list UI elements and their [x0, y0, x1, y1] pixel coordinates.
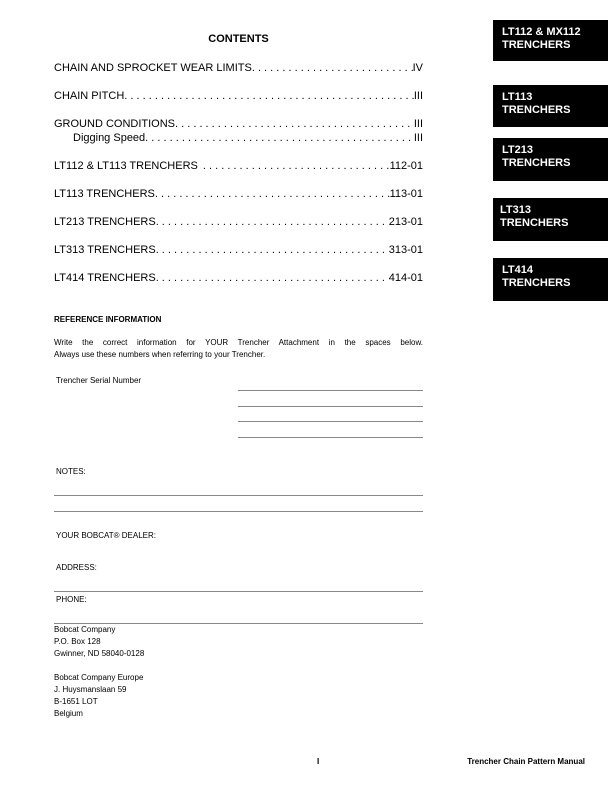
toc-label: LT414 TRENCHERS	[54, 272, 156, 284]
toc-label: LT313 TRENCHERS	[54, 244, 156, 256]
toc-entry[interactable]	[54, 160, 423, 173]
contents-title: CONTENTS	[208, 33, 269, 45]
notes-line[interactable]	[54, 511, 423, 512]
dot-leader	[124, 90, 414, 103]
toc-page: 213-01	[388, 216, 423, 228]
address-line-text: Bobcat Company	[54, 625, 116, 634]
toc-label: GROUND CONDITIONS	[54, 118, 175, 130]
toc-entry[interactable]	[54, 62, 423, 75]
us-address	[54, 624, 144, 660]
address-line-text: Belgium	[54, 709, 83, 718]
tab-line: LT313	[500, 204, 531, 216]
section-tab-lt414[interactable]	[493, 258, 608, 301]
reference-instruction: Always use these numbers when referring to your Trencher.	[54, 350, 266, 359]
toc-page: III	[413, 132, 423, 144]
address-line-text: B-1651 LOT	[54, 697, 98, 706]
notes-line[interactable]	[54, 495, 423, 496]
toc-entry[interactable]	[54, 244, 423, 257]
phone-label: PHONE:	[56, 595, 87, 604]
serial-field-line[interactable]	[238, 406, 423, 407]
toc-page: III	[413, 118, 423, 130]
tab-line: TRENCHERS	[502, 157, 571, 169]
toc-page: 313-01	[388, 244, 423, 256]
toc-label: Digging Speed	[73, 132, 146, 144]
toc-label: LT113 TRENCHERS	[54, 188, 155, 200]
serial-field-line[interactable]	[238, 421, 423, 422]
address-line[interactable]	[54, 591, 423, 592]
serial-field-line[interactable]	[238, 437, 423, 438]
toc-label: CHAIN AND SPROCKET WEAR LIMITS	[54, 62, 252, 74]
address-line-text: Bobcat Company Europe	[54, 673, 144, 682]
dot-leader	[145, 132, 414, 145]
dot-leader	[203, 160, 390, 173]
toc-page: 414-01	[388, 272, 423, 284]
section-tab-lt113[interactable]	[493, 85, 608, 127]
tab-line: TRENCHERS	[502, 39, 571, 51]
serial-field-line[interactable]	[238, 390, 423, 391]
tab-line: LT414	[502, 264, 533, 276]
toc-page: 113-01	[389, 188, 423, 200]
tab-line: TRENCHERS	[500, 217, 569, 229]
toc-entry[interactable]	[54, 118, 423, 131]
toc-entry[interactable]	[54, 272, 423, 285]
toc-page: IV	[412, 62, 423, 74]
dot-leader	[155, 188, 390, 201]
toc-label: LT112 & LT113 TRENCHERS	[54, 160, 198, 172]
serial-label: Trencher Serial Number	[56, 376, 142, 385]
toc-entry[interactable]	[54, 216, 423, 229]
dot-leader	[175, 118, 414, 131]
section-tab-lt213[interactable]	[493, 138, 608, 181]
dot-leader	[252, 62, 413, 75]
tab-line: LT113	[502, 91, 533, 103]
notes-label: NOTES:	[56, 467, 86, 476]
dot-leader	[156, 216, 389, 229]
toc-entry[interactable]	[54, 188, 423, 201]
tab-line: LT213	[502, 144, 533, 156]
toc-subentry[interactable]	[73, 132, 423, 145]
address-label: ADDRESS:	[56, 563, 97, 572]
europe-address	[54, 672, 143, 720]
dot-leader	[156, 272, 389, 285]
dot-leader	[156, 244, 389, 257]
reference-heading: REFERENCE INFORMATION	[54, 315, 162, 324]
tab-line: TRENCHERS	[502, 277, 571, 289]
manual-title: Trencher Chain Pattern Manual	[467, 757, 585, 766]
tab-line: LT112 & MX112	[502, 26, 581, 38]
page-number: I	[317, 757, 320, 766]
address-line-text: Gwinner, ND 58040-0128	[54, 649, 145, 658]
dealer-label: YOUR BOBCAT® DEALER:	[56, 531, 156, 540]
address-line-text: P.O. Box 128	[54, 637, 101, 646]
tab-line: TRENCHERS	[502, 104, 571, 116]
section-tab-lt313[interactable]	[493, 198, 608, 241]
toc-page: III	[413, 90, 423, 102]
reference-instruction: Write the correct information for YOUR Trencher Attachment in the spaces below.	[54, 338, 423, 347]
address-line-text: J. Huysmanslaan 59	[54, 685, 127, 694]
toc-page: 112-01	[389, 160, 423, 172]
toc-label: CHAIN PITCH	[54, 90, 125, 102]
section-tab-lt112[interactable]	[493, 20, 608, 61]
toc-label: LT213 TRENCHERS	[54, 216, 156, 228]
toc-entry[interactable]	[54, 90, 423, 103]
